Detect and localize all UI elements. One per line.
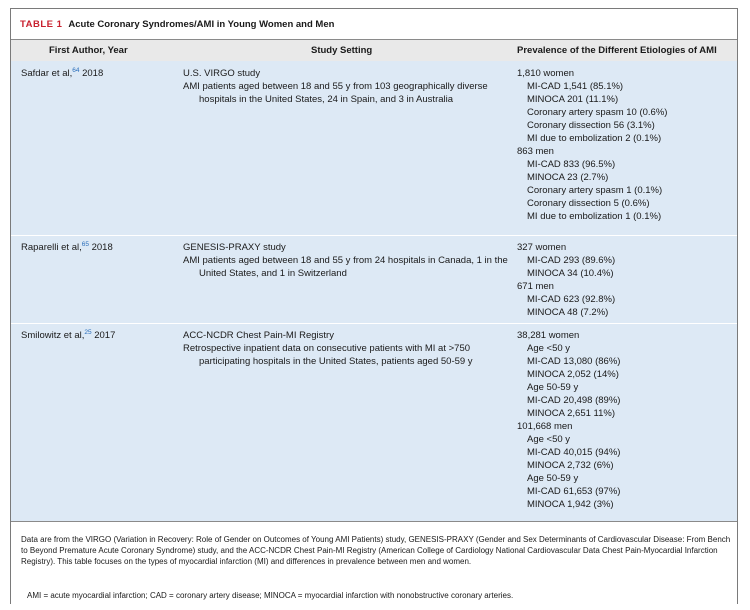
table-header-row: [11, 40, 737, 62]
table-frame: [10, 8, 738, 604]
prevalence-subitem: Coronary dissection 56 (3.1%): [527, 120, 655, 131]
setting-description: Retrospective inpatient data on consecutive patients with MI at >750 participating hospitals in the United States, patients aged 50-59 y: [183, 343, 473, 367]
table-row: [11, 235, 737, 324]
setting-description: AMI patients aged between 18 and 55 y from 24 hospitals in Canada, 1 in the United States, and 1 in Switzerland: [183, 255, 508, 279]
author-year: 2018: [91, 242, 113, 253]
table-footnotes: [11, 521, 737, 606]
setting-cell: [183, 67, 513, 106]
table-row: [11, 61, 737, 236]
prevalence-subitem: MINOCA 2,052 (14%): [527, 369, 619, 380]
prevalence-subitem: MI-CAD 20,498 (89%): [527, 395, 621, 406]
prevalence-subitem: MI-CAD 13,080 (86%): [527, 356, 621, 367]
prevalence-subitem: MI-CAD 833 (96.5%): [527, 159, 616, 170]
footnote-sources: Data are from the VIRGO (Variation in Recovery: Role of Gender on Outcomes of Young AMI Patients) study, GENESIS-PRAXY (Gender and Sex Determinants of Cardiovascular Disease: From Bench to Beyond Premature Acute Coronary Syndrome) study, and the ACC-NCDR Chest Pain-MI Registry (American College of Cardiology National Cardiovascular Data Chest Pain-Myocardial Infarction Registry). This table focuses on the types of myocardial infarction (MI) and differences in prevalence between men and women.: [21, 535, 731, 566]
author-name: Safdar et al,: [21, 68, 73, 79]
prevalence-group: 863 men: [517, 146, 554, 157]
prevalence-cell: [517, 241, 732, 319]
table-row: [11, 323, 737, 521]
footnote-abbreviations: AMI = acute myocardial infarction; CAD = coronary artery disease; MINOCA = myocardial infarction with nonobstructive coronary arteries.: [27, 591, 514, 600]
prevalence-group: 327 women: [517, 242, 567, 253]
prevalence-subitem: MI-CAD 293 (89.6%): [527, 255, 616, 266]
prevalence-subitem: MI-CAD 61,653 (97%): [527, 486, 621, 497]
prevalence-subitem: MINOCA 1,942 (3%): [527, 499, 614, 510]
prevalence-cell: [517, 67, 732, 223]
reference-number: 64: [72, 66, 80, 74]
prevalence-subitem: MINOCA 48 (7.2%): [527, 307, 609, 318]
prevalence-group: 1,810 women: [517, 68, 575, 79]
table-label: TABLE 1: [20, 18, 63, 30]
prevalence-subitem: Age 50-59 y: [527, 382, 579, 393]
setting-cell: [183, 241, 513, 280]
author-name: Smilowitz et al,: [21, 330, 85, 341]
header-author: First Author, Year: [49, 45, 128, 56]
author-year: 2017: [94, 330, 116, 341]
prevalence-subitem: MINOCA 201 (11.1%): [527, 94, 619, 105]
table-title: Acute Coronary Syndromes/AMI in Young Women and Men: [68, 18, 335, 30]
prevalence-group: 38,281 women: [517, 330, 580, 341]
prevalence-subitem: MINOCA 23 (2.7%): [527, 172, 609, 183]
reference-number: 25: [84, 328, 92, 336]
author-cell: [21, 329, 171, 342]
author-cell: [21, 241, 171, 254]
setting-title: U.S. VIRGO study: [183, 68, 261, 79]
prevalence-subitem: MI due to embolization 2 (0.1%): [527, 133, 662, 144]
header-prevalence: Prevalence of the Different Etiologies of AMI: [517, 45, 717, 56]
prevalence-subitem: MI-CAD 623 (92.8%): [527, 294, 616, 305]
setting-title: ACC-NCDR Chest Pain-MI Registry: [183, 330, 334, 341]
prevalence-subitem: MINOCA 2,732 (6%): [527, 460, 614, 471]
author-name: Raparelli et al,: [21, 242, 82, 253]
prevalence-subitem: MI-CAD 40,015 (94%): [527, 447, 621, 458]
prevalence-subitem: Age <50 y: [527, 434, 571, 445]
table-body: [11, 61, 737, 521]
prevalence-subitem: Coronary dissection 5 (0.6%): [527, 198, 650, 209]
prevalence-subitem: Age 50-59 y: [527, 473, 579, 484]
author-cell: [21, 67, 171, 80]
prevalence-group: 671 men: [517, 281, 554, 292]
prevalence-group: 101,668 men: [517, 421, 573, 432]
prevalence-subitem: MINOCA 34 (10.4%): [527, 268, 614, 279]
reference-number: 65: [81, 240, 89, 248]
header-setting: Study Setting: [311, 45, 373, 56]
prevalence-subitem: MINOCA 2,651 11%): [527, 408, 616, 419]
author-year: 2018: [82, 68, 104, 79]
setting-cell: [183, 329, 513, 368]
setting-description: AMI patients aged between 18 and 55 y from 103 geographically diverse hospitals in the United States, 24 in Spain, and 3 in Australia: [183, 81, 488, 105]
prevalence-subitem: MI-CAD 1,541 (85.1%): [527, 81, 624, 92]
prevalence-subitem: Age <50 y: [527, 343, 571, 354]
setting-title: GENESIS-PRAXY study: [183, 242, 286, 253]
prevalence-subitem: Coronary artery spasm 1 (0.1%): [527, 185, 663, 196]
prevalence-cell: [517, 329, 732, 511]
prevalence-subitem: MI due to embolization 1 (0.1%): [527, 211, 662, 222]
prevalence-subitem: Coronary artery spasm 10 (0.6%): [527, 107, 668, 118]
table-title-bar: [11, 9, 737, 40]
